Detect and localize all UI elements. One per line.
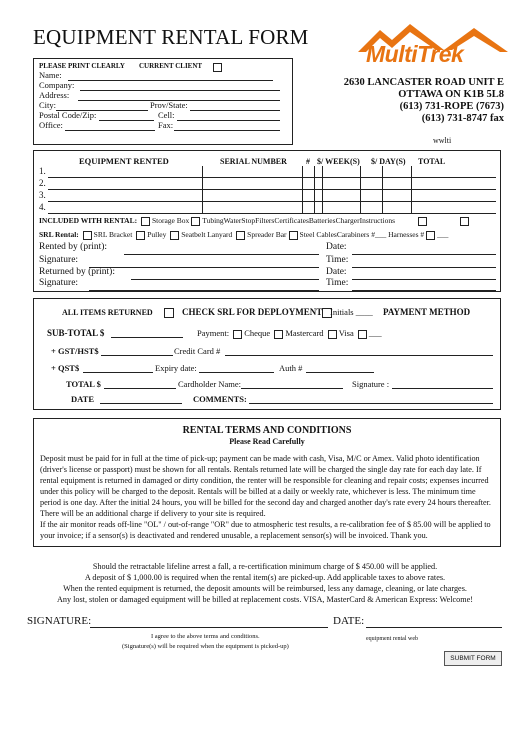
signature1-field[interactable] xyxy=(89,267,319,268)
cell-field[interactable] xyxy=(177,120,280,121)
date1-field[interactable] xyxy=(352,254,496,255)
auth-label: Auth # xyxy=(279,363,303,373)
srl-bracket-label: SRL Bracket xyxy=(93,230,133,239)
instructions-checkbox[interactable] xyxy=(418,217,427,226)
expiry-label: Expiry date: xyxy=(155,363,197,373)
address-phone: (613) 731-ROPE (7673) xyxy=(399,101,504,112)
column-divider xyxy=(302,166,303,213)
cardholder-label: Cardholder Name: xyxy=(178,379,242,389)
terms-title: RENTAL TERMS AND CONDITIONS xyxy=(182,425,352,436)
table-row[interactable] xyxy=(48,213,496,214)
city-label: City: xyxy=(39,100,57,110)
storage-box-label: Storage Box xyxy=(151,216,190,225)
total-field[interactable] xyxy=(104,388,176,389)
postal-label: Postal Code/Zip: xyxy=(39,110,97,120)
day-header: $/ DAY(S) xyxy=(371,157,406,166)
note-line: A deposit of $ 1,000.00 is required when the rental item(s) are picked-up. Add applicable taxes to above rates. xyxy=(84,573,446,582)
charger-label: Charger xyxy=(335,216,360,225)
tubing-label: Tubing xyxy=(202,216,224,225)
prov-label: Prov/State: xyxy=(150,100,188,110)
equipment-header: EQUIPMENT RENTED xyxy=(79,156,169,166)
rented-by-field[interactable] xyxy=(124,254,319,255)
harnesses-checkbox[interactable] xyxy=(426,231,435,240)
prov-field[interactable] xyxy=(190,110,280,111)
gst-field[interactable] xyxy=(101,355,173,356)
signature2-field[interactable] xyxy=(89,290,319,291)
serial-header: SERIAL NUMBER xyxy=(220,157,287,166)
included-row xyxy=(39,216,395,226)
name-label: Name: xyxy=(39,70,62,80)
footer-signature-label: SIGNATURE: xyxy=(27,615,92,627)
web-label: equipment rental web xyxy=(366,636,418,642)
table-row[interactable] xyxy=(48,177,496,178)
signature1-label: Signature: xyxy=(39,255,79,265)
logo-text: MultiTrek xyxy=(366,41,464,67)
address-street: 2630 LANCASTER ROAD UNIT E xyxy=(343,77,504,88)
credit-card-field[interactable] xyxy=(225,355,493,356)
footer-signature-field[interactable] xyxy=(90,627,328,628)
batteries-label: Batteries xyxy=(308,216,336,225)
agree-note: (Signature(s) will be required when the equipment is picked-up) xyxy=(122,643,289,650)
included-label: INCLUDED WITH RENTAL: xyxy=(39,216,138,225)
time2-field[interactable] xyxy=(352,290,496,291)
carabiners-label: Carabiners # xyxy=(336,230,375,239)
visa-label: Visa xyxy=(338,328,354,338)
agree-text: I agree to the above terms and conditions. xyxy=(151,633,260,640)
expiry-field[interactable] xyxy=(199,372,274,373)
page-title: EQUIPMENT RENTAL FORM xyxy=(33,25,309,49)
instructions-label: Instructions xyxy=(359,216,396,225)
returned-by-label: Returned by (print): xyxy=(39,267,115,277)
note-line: Any lost, stolen or damaged equipment will be billed at replacement costs. VISA, MasterCard & American Express: Welcome! xyxy=(56,595,474,604)
seatbelt-checkbox[interactable] xyxy=(170,231,179,240)
cheque-checkbox[interactable] xyxy=(233,330,242,339)
column-divider xyxy=(360,166,361,213)
water-label: Water xyxy=(223,216,242,225)
terms-body xyxy=(40,453,496,541)
date2-field[interactable] xyxy=(352,279,496,280)
note-line: Should the retractable lifeline arrest a fall, a re-certification minimum charge of $ 450.00 will be applied. xyxy=(92,562,438,571)
steel-cables-label: Steel Cables xyxy=(299,230,337,239)
client-info-box xyxy=(33,58,293,145)
payment-box xyxy=(33,298,501,410)
payment-label: Payment: Cheque Mastercard Visa ___ xyxy=(197,328,382,338)
all-items-returned-label: ALL ITEMS RETURNED xyxy=(62,308,153,317)
returned-by-field[interactable] xyxy=(131,279,319,280)
company-field[interactable] xyxy=(80,90,280,91)
qst-field[interactable] xyxy=(83,372,153,373)
office-label: Office: xyxy=(39,120,63,130)
terms-box xyxy=(33,418,501,547)
total-header: TOTAL xyxy=(418,157,446,166)
steel-cables-checkbox[interactable] xyxy=(289,231,298,240)
print-clearly-label: PLEASE PRINT CLEARLY xyxy=(39,62,125,70)
current-client-checkbox[interactable] xyxy=(213,63,222,72)
total-label: TOTAL $ xyxy=(66,379,101,389)
notes xyxy=(0,561,530,605)
comments-label: COMMENTS: xyxy=(193,394,247,404)
column-divider xyxy=(411,166,412,213)
office-field[interactable] xyxy=(65,130,155,131)
stop-label: Stop xyxy=(241,216,256,225)
visa-checkbox[interactable] xyxy=(328,330,337,339)
table-row[interactable] xyxy=(48,189,496,190)
row-number: 2. xyxy=(39,178,46,188)
time1-field[interactable] xyxy=(352,267,496,268)
credit-card-label: Credit Card # xyxy=(174,346,221,356)
mastercard-label: Mastercard xyxy=(285,328,324,338)
extra-checkbox[interactable] xyxy=(460,217,469,226)
current-client-label: CURRENT CLIENT xyxy=(139,62,203,70)
company-label: Company: xyxy=(39,80,75,90)
note-line: When the rented equipment is returned, the deposit amounts will be reimbursed, less any damage, cleaning, or late charges. xyxy=(63,584,467,593)
subtotal-label: SUB-TOTAL $ xyxy=(47,328,105,338)
fax-label: Fax: xyxy=(158,120,174,130)
time1-label: Time: xyxy=(326,255,349,265)
row-number: 4. xyxy=(39,202,46,212)
harnesses-label: Harnesses # xyxy=(388,230,425,239)
comments-field[interactable] xyxy=(249,403,493,404)
pulley-label: Pulley xyxy=(147,230,167,239)
srl-row: SRL Rental: SRL Bracket Pulley Seatbelt Lanyard Spreader Bar Steel CablesCarabiners #___ Harnesses # ___ xyxy=(39,230,449,239)
column-divider xyxy=(322,166,323,213)
date1-label: Date: xyxy=(326,242,347,252)
terms-subtitle: Please Read Carefully xyxy=(229,437,305,446)
company-logo xyxy=(352,22,510,74)
submit-form-button[interactable]: SUBMIT FORM xyxy=(444,651,502,666)
address-label: Address: xyxy=(39,90,70,100)
gst-label: + GST/HST$ xyxy=(51,346,99,356)
column-divider xyxy=(382,166,383,213)
terms-paragraph: Deposit must be paid for in full at the time of pick-up; payment can be made with cash, Visa, M/C or Amex. Valid photo identification (driver's license or passport) must be shown for all rentals. Rentals returned late will be charged the single day rate for each day late. If rental equipment is returned in damaged or dirty condition, the renter will be responsible for cleaning and repair costs; expenses incurred under this policy will be charged to the deposit. Rentals will be billed at a daily or weekly rate, whichever is less. The minimum time period is one day. After the initial 24 hours, you will be billed for the second day and charged another day's rate every 24 hours thereafter. There will be an additional charge if delivery to your site is required. xyxy=(40,454,491,518)
footer-date-field[interactable] xyxy=(366,627,502,628)
qty-header: # xyxy=(306,157,310,166)
date-label: DATE xyxy=(71,394,94,404)
postal-field[interactable] xyxy=(99,120,154,121)
address-city: OTTAWA ON K1B 5L8 xyxy=(398,89,504,100)
all-items-returned-checkbox[interactable] xyxy=(164,308,174,318)
date-field[interactable] xyxy=(100,403,182,404)
address-code: wwlti xyxy=(433,136,452,145)
auth-field[interactable] xyxy=(306,372,374,373)
time2-label: Time: xyxy=(326,278,349,288)
check-srl-label: CHECK SRL FOR DEPLOYMENT xyxy=(182,307,323,317)
row-number: 3. xyxy=(39,190,46,200)
signature-field[interactable] xyxy=(392,388,493,389)
row-number: 1. xyxy=(39,166,46,176)
cardholder-field[interactable] xyxy=(241,388,343,389)
other-checkbox[interactable] xyxy=(358,330,367,339)
fax-field[interactable] xyxy=(174,130,280,131)
address-fax: (613) 731-8747 fax xyxy=(421,113,504,124)
cheque-label: Cheque xyxy=(244,328,271,338)
initials-label: Initials ____ xyxy=(330,307,373,317)
mastercard-checkbox[interactable] xyxy=(274,330,283,339)
signature-label: Signature : xyxy=(352,379,390,389)
signature2-label: Signature: xyxy=(39,278,79,288)
payment-method-label: PAYMENT METHOD xyxy=(383,307,471,317)
column-divider xyxy=(314,166,315,213)
srl-label: SRL Rental: xyxy=(39,230,79,239)
spreader-label: Spreader Bar xyxy=(247,230,287,239)
storage-box-checkbox[interactable] xyxy=(141,217,150,226)
filters-label: Filters xyxy=(255,216,275,225)
name-field[interactable] xyxy=(68,80,273,81)
payment-text: Payment: xyxy=(197,328,230,338)
cell-label: Cell: xyxy=(158,110,175,120)
qst-label: + QST$ xyxy=(51,363,80,373)
week-header: $/ WEEK(S) xyxy=(317,157,360,166)
terms-paragraph: If the air monitor reads off-line "OL" / out-of-range "OR" due to atmospheric test results, a re-calibration fee of $ 85.00 will be applied to your invoice; if a sensor(s) is deactivated and rendered unusable, a replacement sensor(s) will be invoiced. Thank you. xyxy=(40,520,491,540)
srl-bracket-checkbox[interactable] xyxy=(83,231,92,240)
tubing-checkbox[interactable] xyxy=(191,217,200,226)
table-row[interactable] xyxy=(48,201,496,202)
date2-label: Date: xyxy=(326,267,347,277)
subtotal-field[interactable] xyxy=(111,337,183,338)
certificates-label: Certificates xyxy=(274,216,309,225)
column-divider xyxy=(202,166,203,213)
seatbelt-label: Seatbelt Lanyard xyxy=(181,230,233,239)
pulley-checkbox[interactable] xyxy=(136,231,145,240)
rented-by-label: Rented by (print): xyxy=(39,242,108,252)
equipment-box xyxy=(33,150,501,292)
footer-date-label: DATE: xyxy=(333,615,365,627)
spreader-checkbox[interactable] xyxy=(236,231,245,240)
